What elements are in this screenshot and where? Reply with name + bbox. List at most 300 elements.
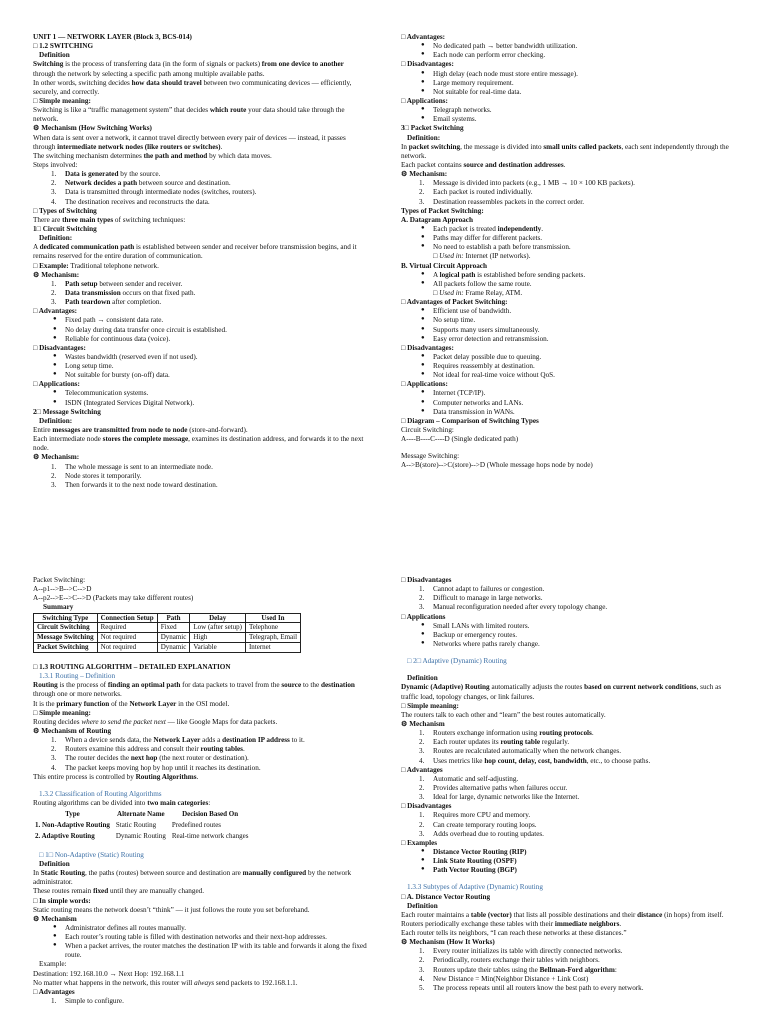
paragraph [33,897,367,906]
subheading [33,860,367,869]
numbered-item [401,594,735,603]
bullet-item [401,316,735,325]
bullet-icon: ● [421,847,425,854]
paragraph [401,124,735,133]
text-run: □ Applications: [33,380,80,389]
text-run: □ 1.2 SWITCHING [33,42,94,51]
text-run: that lists all possible destinations and their [511,910,638,919]
item-number: 2. [51,471,57,480]
paragraph [401,461,735,470]
text-run: ⚙ Mechanism: [33,270,80,279]
text-run: of the [109,699,130,708]
text-run: Data is transmitted through intermediate nodes (switches, routers). [65,188,257,197]
text-run: □ Disadvantages: [401,343,454,352]
text-run: Requires reassembly at destination. [433,362,535,371]
item-number: 5. [419,983,425,992]
text-run: Internet (TCP/IP). [433,389,486,398]
bullet-item [401,848,735,857]
text-run: Each packet is treated [433,224,498,233]
item-number: 2. [419,738,425,747]
column-header: Path [157,613,190,623]
text-run: routing protocols [539,729,592,738]
text-run: — like Google Maps for data packets. [165,717,278,726]
bullet-icon: ● [421,42,425,49]
paragraph [33,709,367,718]
numbered-item [33,745,367,754]
paragraph [401,452,735,461]
subheading [401,674,735,683]
bullet-item [33,399,367,408]
text-run: Paths may differ for different packets. [433,234,543,243]
paragraph [33,307,367,316]
item-number: 1. [419,774,425,783]
text-run: Data transmission [65,288,121,297]
table-cell: Dynamic Routing [115,831,166,840]
text-run: manually configured [242,869,307,878]
text-run: Routing algorithms can be divided into [33,799,148,808]
bullet-icon: ● [421,389,425,396]
text-run: Long setup time. [65,362,114,371]
paragraph [33,207,367,216]
text-run: Not ideal for real-time voice without QoS. [433,371,555,380]
item-number: 3. [419,965,425,974]
heading [33,33,367,42]
text-run: The switching mechanism determines [33,151,144,160]
bullet-item [33,933,367,942]
text-run: Circuit Switching: [401,426,454,435]
item-number: 1. [51,279,57,288]
text-run: where to send the packet next [81,717,166,726]
bullet-icon: ● [53,389,57,396]
text-run: Traditional telephone network. [68,261,159,270]
summary-table [33,613,301,654]
text-run: independently [497,224,542,233]
text-run: Each router updates its [433,738,501,747]
bullet-icon: ● [421,243,425,250]
bullet-icon: ● [53,923,57,930]
text-run: . [541,224,543,233]
text-run: distance [637,910,663,919]
text-run: (in hops) from itself. [662,910,724,919]
item-number: 2. [51,179,57,188]
text-run: Network Layer [153,736,201,745]
text-run: your data should take through the network. [33,106,345,124]
item-number: 1. [419,811,425,820]
table-row [35,821,252,830]
section-heading [33,672,367,681]
subheading [33,234,367,243]
numbered-item [33,289,367,298]
paragraph [401,720,735,729]
text-run: between source and destination. [137,179,231,188]
numbered-item [401,830,735,839]
text-run: is the [63,60,83,69]
text-run: Fixed path → consistent data rate. [65,316,164,325]
numbered-item [401,793,735,802]
text-run: Switching [33,60,64,69]
text-run: ⚙ Mechanism (How Switching Works) [33,124,152,133]
text-run: Bellman-Ford algorithm [539,965,615,974]
bullet-icon: ● [421,270,425,277]
table-cell: Low (after setup) [190,623,246,633]
text-run: immediate neighbors [554,919,620,928]
text-run: □ Disadvantages [401,802,452,811]
text-run: When data is sent over a network, it cannot travel directly between every pair of devices — instead, it passes through [33,133,346,151]
column-header: Type [65,810,80,819]
bullet-item [401,42,735,51]
paragraph [33,225,367,234]
page-top-right-column [401,33,735,471]
item-number: 2. [419,783,425,792]
text-run: Definition [39,859,70,868]
table-row [34,643,301,653]
text-run: Frame Relay, ATM. [463,288,523,297]
paragraph [33,380,367,389]
text-run: □ [433,252,440,261]
text-run: Steps involved: [33,160,78,169]
text-run: Routing [33,681,58,690]
table-cell: Real-time network changes [171,831,249,840]
text-run: □ Types of Switching [33,206,97,215]
text-run: □ 2□ Adaptive (Dynamic) Routing [407,657,507,666]
bullet-item [401,371,735,380]
bullet-icon: ● [421,362,425,369]
page-bottom-left-column [33,576,367,1006]
text-run: from one device to another [261,60,344,69]
text-run: Automatic and self-adjusting. [433,774,519,783]
table-cell: Message Switching [34,633,98,643]
text-run: Static Routing [40,869,85,878]
paragraph [33,594,367,603]
text-run: No setup time. [433,316,476,325]
bullet-item [401,857,735,866]
paragraph [401,33,735,42]
text-run: to the [301,681,321,690]
text-run: messages are transmitted from node to node [52,426,188,435]
numbered-item [33,179,367,188]
text-run: through the network by selecting a specific path among multiple available paths. [33,69,265,78]
text-run: Switching is like a “traffic management system” that decides [33,106,210,115]
item-number: 3. [51,298,57,307]
text-run: Message is divided into packets (e.g., 1 MB → 10 × 100 KB packets). [433,179,635,188]
bullet-icon: ● [53,352,57,359]
paragraph [33,161,367,170]
text-run: □ Examples [401,838,438,847]
text-run: Routers periodically exchange these tables with their [401,919,555,928]
text-run: by the source. [118,170,161,179]
bullet-item [401,88,735,97]
text-run: 1.3.1 Routing – Definition [39,672,116,681]
table-cell: Dynamic [157,643,190,653]
text-run: primary function [56,699,110,708]
text-run: routing tables [200,745,243,754]
table-cell: Packet Switching [34,643,98,653]
numbered-item [401,198,735,207]
paragraph [33,435,367,453]
text-run: B. Virtual Circuit Approach [401,261,487,270]
text-run: , each sent independently through the network. [401,142,729,160]
text-run: (store-and-forward). [187,426,248,435]
bullet-icon: ● [421,279,425,286]
bullet-item [401,353,735,362]
bullet-item [401,243,735,252]
item-number: 3. [51,754,57,763]
bullet-item [33,389,367,398]
text-run: ⚙ Mechanism: [33,453,80,462]
bullet-item [401,326,735,335]
text-run: ⚙ Mechanism [401,719,445,728]
text-run: These routes remain [33,887,94,896]
numbered-item [33,280,367,289]
text-run: the path and method [143,151,208,160]
table-cell: Required [97,623,157,633]
text-run: Routing Algorithms [135,772,197,781]
text-run: Backup or emergency routes. [433,630,518,639]
subheading [401,902,735,911]
paragraph [401,298,735,307]
text-run: Dynamic (Adaptive) Routing [401,683,490,692]
text-run: The destination receives and reconstructs the data. [65,197,210,206]
table-cell: Variable [190,643,246,653]
text-run: Administrator defines all routes manually. [65,923,187,932]
item-number: 3. [419,747,425,756]
bullet-item [33,942,367,960]
item-number: 4. [51,197,57,206]
bullet-item [33,326,367,335]
text-run: ⚙ Mechanism of Routing [33,727,112,736]
table-cell: Not required [97,643,157,653]
item-number: 1. [51,170,57,179]
table-cell: Fixed [157,623,190,633]
numbered-item [401,188,735,197]
paragraph [401,911,735,920]
paragraph [401,380,735,389]
bullet-item [33,316,367,325]
paragraph [33,727,367,736]
section-heading [33,790,367,799]
text-run: intermediate network nodes (like routers or switches) [57,142,221,151]
item-number: 4. [419,756,425,765]
text-run: There are [33,215,63,224]
text-run: , the message is divided into [460,142,544,151]
table-cell: 2. Adaptive Routing [35,831,95,840]
text-run: Easy error detection and retransmission. [433,334,549,343]
table-row [35,832,252,841]
text-run: □ Disadvantages: [33,343,86,352]
text-run: through one or more networks. [33,690,122,699]
text-run: A--p1-->B-->C-->D [33,585,92,594]
text-run: □ Applications [401,612,446,621]
text-run: by the network administrator. [33,869,352,887]
text-run: □ In simple words: [33,896,91,905]
text-run: Routers examine this address and consult their [65,745,201,754]
text-run: The router decides the [65,754,131,763]
text-run: Definition: [39,416,73,425]
text-run: 1□ Circuit Switching [33,224,97,233]
bullet-item [401,70,735,79]
numbered-item [33,198,367,207]
bullet-item [33,924,367,933]
paragraph [33,718,367,727]
section-heading [401,883,735,892]
text-run: ⚙ Mechanism [33,914,77,923]
text-run: □ Disadvantages: [401,60,454,69]
bullet-icon: ● [53,362,57,369]
text-run: logical path [439,270,476,279]
text-run: □ Diagram – Comparison of Switching Types [401,416,539,425]
paragraph [401,711,735,720]
text-run: No delay during data transfer once circuit is established. [65,325,227,334]
numbered-item [401,603,735,612]
text-run: No dedicated path → better bandwidth utilization. [433,42,578,51]
numbered-item [33,754,367,763]
text-run: □ Advantages [33,987,75,996]
column-header: Decision Based On [182,810,239,819]
paragraph [33,700,367,709]
numbered-item [401,821,735,830]
text-run: Reliable for continuous data (voice). [65,334,171,343]
packet-switching-diagram [33,576,367,603]
bullet-icon: ● [421,334,425,341]
bullet-icon: ● [421,87,425,94]
text-run: In [401,142,409,151]
item-number: 1. [419,585,425,594]
text-run: until they are manually changed. [108,887,205,896]
paragraph [401,97,735,106]
bullet-item [401,408,735,417]
bullet-icon: ● [421,857,425,864]
bullet-icon: ● [421,639,425,646]
text-run: by which data moves. [207,151,272,160]
text-run: which route [209,106,247,115]
numbered-item [401,966,735,975]
text-run: A. Datagram Approach [401,215,473,224]
table-cell: Telephone [245,623,300,633]
text-run: The packet keeps moving hop by hop until it reaches its destination. [65,763,261,772]
column-header: Switching Type [34,613,98,623]
bullet-item [401,115,735,124]
subheading [33,960,367,969]
paragraph [401,702,735,711]
classification-table [33,808,254,843]
text-run: to it. [289,736,305,745]
table-cell: Telegraph, Email [245,633,300,643]
paragraph [33,979,367,988]
bullet-icon: ● [421,325,425,332]
numbered-item [401,747,735,756]
numbered-item [401,585,735,594]
text-run: Routers update their tables using the [433,965,540,974]
item-number: 2. [51,745,57,754]
paragraph [401,839,735,848]
text-run: Efficient use of bandwidth. [433,307,512,316]
bullet-item [33,335,367,344]
text-run: When a packet arrives, the router matches the destination IP with its table and forwards it along the fixed route. [65,942,367,960]
item-number: 3. [51,480,57,489]
text-run: New Distance = Min(Neighbor Distance + Link Cost) [433,974,589,983]
text-run: This entire process is controlled by [33,772,136,781]
section-heading [33,851,367,860]
paragraph [401,683,735,701]
text-run: fixed [93,887,109,896]
numbered-item [401,729,735,738]
numbered-item [401,784,735,793]
text-run: In [33,869,41,878]
table-cell: Static Routing [115,821,157,830]
paragraph [33,97,367,106]
text-run: . [220,142,223,151]
item-number: 1. [419,947,425,956]
item-number: 2. [419,956,425,965]
bullet-icon: ● [421,234,425,241]
numbered-item [33,481,367,490]
text-run: 1.3.2 Classification of Routing Algorithms [39,789,162,798]
spacer [401,444,735,452]
text-run: Small LANs with limited routers. [433,621,530,630]
spacer [33,782,367,790]
bullet-item [401,640,735,649]
text-run: Routing decides [33,717,82,726]
text-run: □ [433,288,440,297]
text-run: Networks where paths rarely change. [433,639,540,648]
text-run: Computer networks and LANs. [433,398,524,407]
bullet-item [401,399,735,408]
summary-title: Summary [43,603,74,612]
text-run: No matter what happens in the network, this router will [33,978,195,987]
bullet-icon: ● [421,398,425,405]
paragraph [401,576,735,585]
text-run: Not suitable for real-time data. [433,87,522,96]
table-cell: High [190,633,246,643]
text-run: hop count, delay, cost, bandwidth [484,756,587,765]
text-run: source and destination addresses [463,160,564,169]
paragraph [401,929,735,938]
bullet-icon: ● [421,371,425,378]
item-number: 3. [419,829,425,838]
bullet-icon: ● [421,115,425,122]
bullet-icon: ● [421,407,425,414]
item-number: 3. [51,188,57,197]
paragraph [33,216,367,225]
numbered-item [401,738,735,747]
bullet-item [401,280,735,289]
paragraph [33,243,367,261]
text-run: Packet Switching: [33,576,86,584]
paragraph [401,216,735,225]
column-header: Delay [190,613,246,623]
text-run: It is the [33,699,57,708]
paragraph [401,344,735,353]
paragraph [33,262,367,271]
text-run: □ Simple meaning: [33,96,91,105]
text-run: Definition: [39,234,73,243]
column-header: Connection Setup [97,613,157,623]
paragraph [33,887,367,896]
bullet-icon: ● [421,316,425,323]
item-number: 2. [419,188,425,197]
subheading [401,134,735,143]
text-run: Periodically, routers exchange their tables with neighbors. [433,956,600,965]
bullet-item [401,234,735,243]
text-run: regularly. [540,738,570,747]
item-number: 3. [419,197,425,206]
text-run: □ Disadvantages [401,576,452,584]
text-run: next hop [130,754,158,763]
paragraph [33,906,367,915]
bullet-item [401,225,735,234]
bullet-item [401,79,735,88]
paragraph [401,60,735,69]
